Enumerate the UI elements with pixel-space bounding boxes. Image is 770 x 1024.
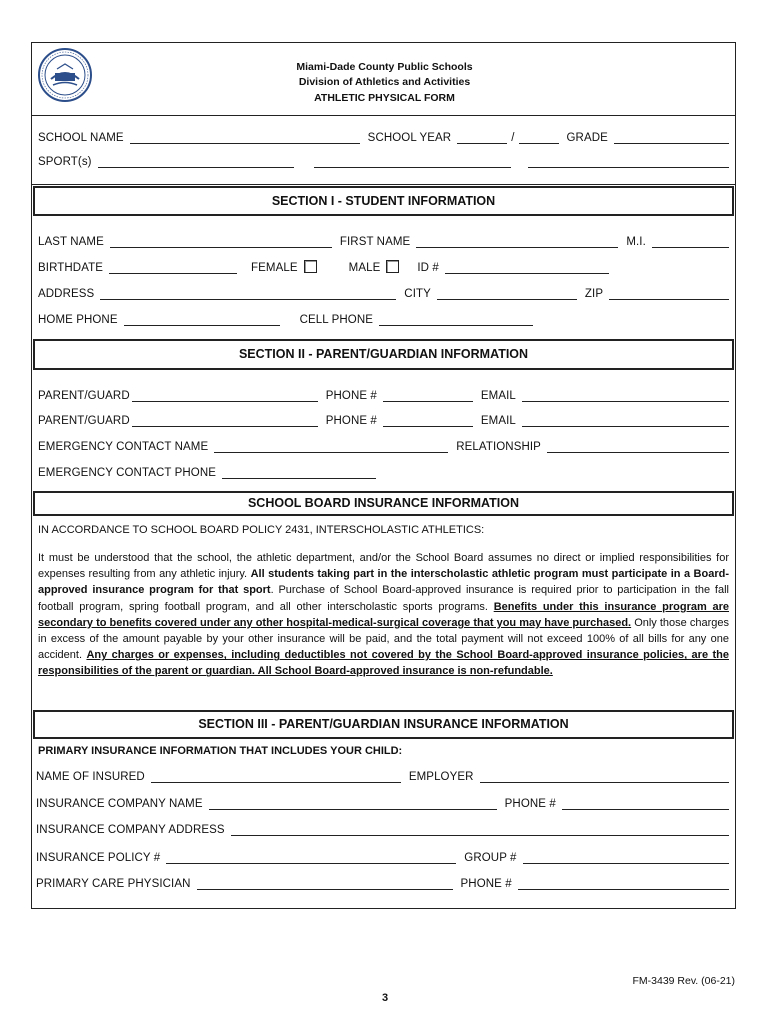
division-name: Division of Athletics and Activities (298, 76, 471, 88)
insurance-title: SCHOOL BOARD INSURANCE INFORMATION (33, 491, 734, 516)
address-field[interactable] (100, 286, 396, 300)
company-address-label: INSURANCE COMPANY ADDRESS (36, 824, 225, 836)
zip-field[interactable] (609, 286, 729, 300)
grade-field[interactable] (614, 130, 729, 144)
company-label: INSURANCE COMPANY NAME (36, 798, 203, 810)
parent-label-1: PARENT/GUARD (38, 390, 130, 402)
parent-label-2: PARENT/GUARD (38, 415, 130, 427)
physician-field[interactable] (197, 876, 453, 890)
policy-row (36, 847, 729, 864)
home-phone-field[interactable] (124, 312, 280, 326)
first-name-field[interactable] (416, 234, 618, 248)
parent-phone-label-1: PHONE # (325, 390, 377, 402)
birth-row (38, 257, 729, 274)
form-number: FM-3439 Rev. (06-21) (632, 975, 735, 987)
emergency-phone-field[interactable] (222, 465, 376, 479)
parent-email-field-2[interactable] (522, 413, 729, 427)
mi-field[interactable] (652, 234, 729, 248)
policy-label: INSURANCE POLICY # (36, 852, 161, 864)
parent-name-field-1[interactable] (132, 388, 318, 402)
school-name-field[interactable] (130, 130, 360, 144)
first-name-label: FIRST NAME (339, 236, 411, 248)
school-year-start-field[interactable] (457, 130, 507, 144)
emergency-phone-label: EMERGENCY CONTACT PHONE (38, 467, 217, 479)
cell-phone-label: CELL PHONE (299, 314, 374, 326)
primary-insurance-heading: PRIMARY INSURANCE INFORMATION THAT INCLUDES YOUR CHILD: (38, 745, 403, 757)
parent-phone-field-1[interactable] (383, 388, 473, 402)
emergency-name-field[interactable] (214, 439, 448, 453)
address-row (38, 283, 729, 300)
school-info-row (38, 127, 729, 144)
parent-row-1 (38, 385, 729, 402)
last-name-field[interactable] (110, 234, 332, 248)
parent-name-field-2[interactable] (132, 413, 318, 427)
group-label: GROUP # (464, 852, 517, 864)
insurance-paragraph (38, 550, 729, 680)
company-row (36, 793, 729, 810)
birthdate-label: BIRTHDATE (38, 262, 104, 274)
sports-label: SPORT(s) (38, 156, 92, 168)
physician-label: PRIMARY CARE PHYSICIAN (36, 878, 191, 890)
id-field[interactable] (445, 260, 609, 274)
physician-phone-label: PHONE # (460, 878, 512, 890)
parent-email-label-2: EMAIL (480, 415, 516, 427)
emergency-phone-row (38, 462, 729, 479)
emergency-row (38, 436, 729, 453)
sport-field-2[interactable] (314, 154, 511, 168)
employer-field[interactable] (480, 769, 729, 783)
parent-row-2 (38, 410, 729, 427)
school-year-separator: / (511, 132, 515, 144)
insurance-bold-1: All students taking part in the interscholastic athletic program must participate in a Board-approved insurance program for that sport (38, 568, 729, 597)
company-phone-field[interactable] (562, 796, 729, 810)
policy-field[interactable] (166, 850, 456, 864)
last-name-label: LAST NAME (38, 236, 104, 248)
city-field[interactable] (437, 286, 577, 300)
form-title: ATHLETIC PHYSICAL FORM (314, 92, 455, 104)
section-3-title: SECTION III - PARENT/GUARDIAN INSURANCE INFORMATION (33, 710, 734, 739)
physician-phone-field[interactable] (518, 876, 729, 890)
insured-field[interactable] (151, 769, 401, 783)
grade-label: GRADE (566, 132, 608, 144)
address-label: ADDRESS (38, 288, 95, 300)
insurance-bold-3: Any charges or expenses, including deductibles not covered by the School Board-approved insurance policies, are the responsibilities of the parent or guardian. All School Board-approved insurance is non-refundable. (38, 649, 729, 678)
cell-phone-field[interactable] (379, 312, 533, 326)
physician-row (36, 873, 729, 890)
group-field[interactable] (523, 850, 729, 864)
male-checkbox[interactable] (386, 260, 399, 273)
insurance-text-1: It must be understood that the school, the athletic department, and/or the School Board assumes no direct or implied responsibilities for expenses resulting from any athletic injury. (38, 552, 729, 581)
insurance-bold-2: Benefits under this insurance program are secondary to benefits covered under any other hospital-medical-surgical coverage that you may have purchased. (38, 600, 730, 629)
female-checkbox[interactable] (304, 260, 317, 273)
parent-email-field-1[interactable] (522, 388, 729, 402)
zip-label: ZIP (584, 288, 604, 300)
page-number: 3 (381, 992, 389, 1004)
district-name: Miami-Dade County Public Schools (296, 61, 473, 73)
policy-line: IN ACCORDANCE TO SCHOOL BOARD POLICY 2431, INTERSCHOLASTIC ATHLETICS: (38, 524, 485, 536)
mi-label: M.I. (626, 236, 646, 248)
section-1-title: SECTION I - STUDENT INFORMATION (33, 186, 734, 216)
sport-field-3[interactable] (528, 154, 729, 168)
parent-email-label-1: EMAIL (480, 390, 516, 402)
company-address-field[interactable] (231, 822, 729, 836)
divider (32, 184, 735, 185)
id-label: ID # (417, 262, 439, 274)
city-label: CITY (404, 288, 431, 300)
school-board-seal-icon (37, 47, 93, 103)
insurance-text-2: . Purchase of School Board-approved insurance is required prior to participation in the fall football program, spring football program, and all other interscholastic sports programs. (38, 584, 729, 613)
school-year-label: SCHOOL YEAR (367, 132, 452, 144)
company-field[interactable] (209, 796, 497, 810)
home-phone-label: HOME PHONE (38, 314, 118, 326)
parent-phone-field-2[interactable] (383, 413, 473, 427)
sports-row (38, 151, 729, 168)
insurance-text-3: Only those charges in excess of the amount payable by your other insurance will be paid, and the total payment will not exceed 100% of all bills for any one accident. (38, 616, 729, 662)
section-2-title: SECTION II - PARENT/GUARDIAN INFORMATION (33, 339, 734, 370)
phone-row (38, 309, 729, 326)
relationship-field[interactable] (547, 439, 729, 453)
sport-field-1[interactable] (98, 154, 294, 168)
divider (32, 115, 735, 116)
parent-phone-label-2: PHONE # (325, 415, 377, 427)
school-name-label: SCHOOL NAME (38, 132, 124, 144)
name-row (38, 231, 729, 248)
emergency-name-label: EMERGENCY CONTACT NAME (38, 441, 209, 453)
birthdate-field[interactable] (109, 260, 237, 274)
form-frame (31, 42, 736, 909)
insured-row (36, 766, 729, 783)
female-label: FEMALE (251, 262, 298, 274)
company-address-row (36, 819, 729, 836)
school-year-end-field[interactable] (519, 130, 559, 144)
employer-label: EMPLOYER (408, 771, 474, 783)
male-label: MALE (348, 262, 381, 274)
relationship-label: RELATIONSHIP (456, 441, 541, 453)
insured-label: NAME OF INSURED (36, 771, 145, 783)
company-phone-label: PHONE # (504, 798, 556, 810)
